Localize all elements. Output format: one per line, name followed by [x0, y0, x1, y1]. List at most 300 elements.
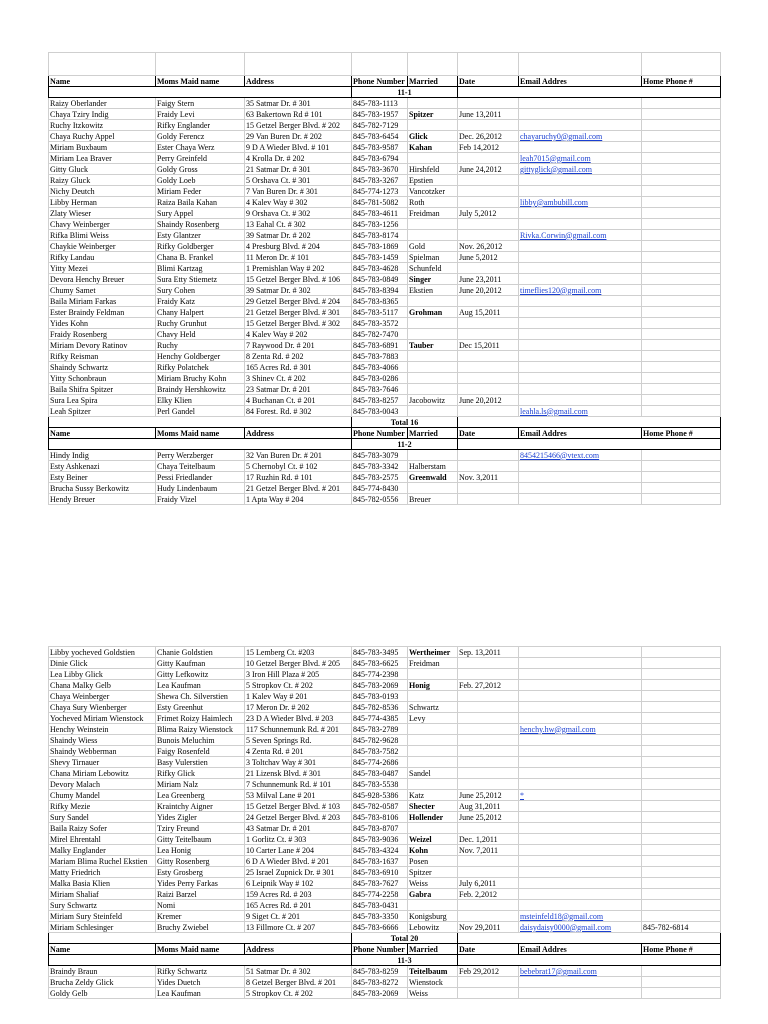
home-phone-cell: [642, 691, 721, 702]
email-cell: [519, 219, 642, 230]
email-cell: [519, 746, 642, 757]
home-phone-cell: [642, 845, 721, 856]
married-cell: Freidman: [408, 658, 458, 669]
home-phone-cell: [642, 395, 721, 406]
name-cell: Lea Libby Glick: [49, 669, 156, 680]
name-cell: Chaya Ruchy Appel: [49, 131, 156, 142]
email-cell: [519, 713, 642, 724]
married-cell: [408, 362, 458, 373]
table-row: [49, 724, 721, 735]
date-cell: Nov. 3,2011: [458, 472, 519, 483]
section-total: Total 20: [352, 933, 458, 944]
maiden-name-cell: Goldy Ferencz: [156, 131, 245, 142]
phone-cell: 845-783-7883: [352, 351, 408, 362]
name-cell: Chana Malky Gelb: [49, 680, 156, 691]
married-cell: Epstien: [408, 175, 458, 186]
date-cell: [458, 153, 519, 164]
email-cell: [519, 878, 642, 889]
label-spacer-cell: [458, 933, 721, 944]
maiden-name-cell: Kremer: [156, 911, 245, 922]
name-cell: Miriam Sury Steinfeld: [49, 911, 156, 922]
column-header: Name: [49, 76, 156, 87]
maiden-name-cell: Perry Werzberger: [156, 450, 245, 461]
address-cell: 11 Meron Dr. # 101: [245, 252, 352, 263]
address-cell: 29 Van Buren Dr. # 202: [245, 131, 352, 142]
address-cell: 53 Milval Lane # 201: [245, 790, 352, 801]
phone-cell: 845-783-9587: [352, 142, 408, 153]
maiden-name-cell: Sury Cohen: [156, 285, 245, 296]
phone-cell: 845-783-8272: [352, 977, 408, 988]
home-phone-cell: [642, 219, 721, 230]
table-row: [49, 680, 721, 691]
married-cell: [408, 450, 458, 461]
married-cell: Halberstam: [408, 461, 458, 472]
maiden-name-cell: Ruchy Grunhut: [156, 318, 245, 329]
married-cell: Tauber: [408, 340, 458, 351]
home-phone-cell: [642, 142, 721, 153]
married-cell: [408, 669, 458, 680]
maiden-name-cell: Shewa Ch. Silverstien: [156, 691, 245, 702]
maiden-name-cell: Gitty Teitelbaum: [156, 834, 245, 845]
married-cell: [408, 329, 458, 340]
married-cell: Hollender: [408, 812, 458, 823]
date-cell: [458, 373, 519, 384]
address-cell: 117 Schunnemunk Rd. # 201: [245, 724, 352, 735]
email-cell: [519, 208, 642, 219]
name-cell: Ruchy Itzkowitz: [49, 120, 156, 131]
column-header: Moms Maid name: [156, 944, 245, 955]
home-phone-cell: [642, 384, 721, 395]
phone-cell: 845-774-4385: [352, 713, 408, 724]
phone-cell: 845-783-8257: [352, 395, 408, 406]
phone-cell: 845-783-0286: [352, 373, 408, 384]
column-header: Date: [458, 944, 519, 955]
table-row: [49, 823, 721, 834]
maiden-name-cell: Basy Vulerstien: [156, 757, 245, 768]
home-phone-cell: [642, 856, 721, 867]
email-cell: [519, 307, 642, 318]
name-cell: Yides Kohn: [49, 318, 156, 329]
date-cell: Nov. 26,2012: [458, 241, 519, 252]
date-cell: June 13,2011: [458, 109, 519, 120]
home-phone-cell: [642, 757, 721, 768]
date-cell: [458, 988, 519, 999]
married-cell: [408, 735, 458, 746]
name-cell: Dinie Glick: [49, 658, 156, 669]
column-header: Moms Maid name: [156, 428, 245, 439]
maiden-name-cell: Perl Gandel: [156, 406, 245, 417]
phone-cell: 845-783-6794: [352, 153, 408, 164]
name-cell: Chaya Sury Wienberger: [49, 702, 156, 713]
email-cell[interactable]: bebebrat17@gmail.com: [519, 966, 642, 977]
home-phone-cell: [642, 450, 721, 461]
address-cell: 29 Getzel Berger Blvd. # 204: [245, 296, 352, 307]
spreadsheet-page-2: [48, 646, 721, 999]
table-row: [49, 142, 721, 153]
table-row: [49, 790, 721, 801]
maiden-name-cell: Rifky Goldberger: [156, 241, 245, 252]
address-cell: 4 Krolla Dr. # 202: [245, 153, 352, 164]
married-cell: [408, 351, 458, 362]
maiden-name-cell: Nomi: [156, 900, 245, 911]
date-cell: [458, 483, 519, 494]
table-row: [49, 208, 721, 219]
maiden-name-cell: Sura Etty Stiemetz: [156, 274, 245, 285]
home-phone-cell: [642, 900, 721, 911]
married-cell: [408, 724, 458, 735]
email-cell[interactable]: chayaruchy0@gmail.com: [519, 131, 642, 142]
married-cell: Wienstock: [408, 977, 458, 988]
table-row: [49, 658, 721, 669]
name-cell: Chana Miriam Lebowitz: [49, 768, 156, 779]
date-cell: [458, 219, 519, 230]
date-cell: July 6,2011: [458, 878, 519, 889]
header-row: [49, 428, 721, 439]
address-cell: 15 Getzel Berger Blvd. # 103: [245, 801, 352, 812]
name-cell: Brucha Sussy Berkowitz: [49, 483, 156, 494]
date-cell: [458, 351, 519, 362]
name-cell: Yocheved Miriam Wienstock: [49, 713, 156, 724]
header-row: [49, 944, 721, 955]
table-row: [49, 98, 721, 109]
blank-cell: [156, 53, 245, 76]
email-cell: [519, 856, 642, 867]
spreadsheet-page-1: [48, 52, 721, 505]
column-header: Married: [408, 76, 458, 87]
phone-cell: 845-783-1256: [352, 219, 408, 230]
email-cell: [519, 142, 642, 153]
phone-cell: 845-783-1113: [352, 98, 408, 109]
maiden-name-cell: Goldy Loeb: [156, 175, 245, 186]
table-row: [49, 263, 721, 274]
date-cell: [458, 669, 519, 680]
date-cell: Aug 31,2011: [458, 801, 519, 812]
married-cell: [408, 98, 458, 109]
married-cell: Posen: [408, 856, 458, 867]
phone-cell: 845-781-5082: [352, 197, 408, 208]
date-cell: [458, 900, 519, 911]
maiden-name-cell: Yides Zigler: [156, 812, 245, 823]
home-phone-cell: [642, 208, 721, 219]
column-header: Phone Number: [352, 428, 408, 439]
email-cell[interactable]: libby@ambubill.com: [519, 197, 642, 208]
email-cell[interactable]: leah7015@gmail.com: [519, 153, 642, 164]
address-cell: 159 Acres Rd. # 203: [245, 889, 352, 900]
maiden-name-cell: Shaindy Rosenberg: [156, 219, 245, 230]
table-row: [49, 911, 721, 922]
name-cell: Mariam Blima Ruchel Ekstien: [49, 856, 156, 867]
column-header: Address: [245, 76, 352, 87]
name-cell: Hindy Indig: [49, 450, 156, 461]
email-cell: [519, 186, 642, 197]
phone-cell: 845-783-3342: [352, 461, 408, 472]
date-cell: [458, 746, 519, 757]
married-cell: Jacobowitz: [408, 395, 458, 406]
section-label: 11-1: [352, 87, 458, 98]
phone-cell: 845-783-2789: [352, 724, 408, 735]
phone-cell: 845-783-9036: [352, 834, 408, 845]
address-cell: 32 Van Buren Dr. # 201: [245, 450, 352, 461]
date-cell: [458, 362, 519, 373]
address-cell: 23 D A Wieder Blvd. # 203: [245, 713, 352, 724]
phone-cell: 845-783-6454: [352, 131, 408, 142]
column-header: Phone Number: [352, 76, 408, 87]
name-cell: Malky Englander: [49, 845, 156, 856]
table-row: [49, 702, 721, 713]
maiden-name-cell: Gitty Rosenberg: [156, 856, 245, 867]
maiden-name-cell: Chaya Teitelbaum: [156, 461, 245, 472]
maiden-name-cell: Fraidy Katz: [156, 296, 245, 307]
name-cell: Sury Schwartz: [49, 900, 156, 911]
date-cell: [458, 186, 519, 197]
address-cell: 3 Shinev Ct. # 202: [245, 373, 352, 384]
email-cell[interactable]: *: [519, 790, 642, 801]
maiden-name-cell: Lea Honig: [156, 845, 245, 856]
email-cell: [519, 823, 642, 834]
phone-cell: 845-774-2398: [352, 669, 408, 680]
table-row: [49, 878, 721, 889]
maiden-name-cell: Miriam Nalz: [156, 779, 245, 790]
table-row: [49, 494, 721, 505]
married-cell: Roth: [408, 197, 458, 208]
date-cell: Aug 15,2011: [458, 307, 519, 318]
table-row: [49, 977, 721, 988]
address-cell: 24 Getzel Berger Blvd. # 203: [245, 812, 352, 823]
table-row: [49, 230, 721, 241]
date-cell: Feb 14,2012: [458, 142, 519, 153]
date-cell: [458, 757, 519, 768]
date-cell: [458, 724, 519, 735]
email-cell: [519, 834, 642, 845]
email-cell: [519, 647, 642, 658]
home-phone-cell: [642, 109, 721, 120]
married-cell: Weiss: [408, 988, 458, 999]
email-cell[interactable]: daisydaisy0000@gmail.com: [519, 922, 642, 933]
table-row: [49, 362, 721, 373]
address-cell: 165 Acres Rd. # 301: [245, 362, 352, 373]
married-cell: Honig: [408, 680, 458, 691]
home-phone-cell: [642, 977, 721, 988]
name-cell: Yitty Schonbraun: [49, 373, 156, 384]
name-cell: Chaya Tziry Indig: [49, 109, 156, 120]
phone-cell: 845-783-5117: [352, 307, 408, 318]
maiden-name-cell: Ruchy: [156, 340, 245, 351]
address-cell: 165 Acres Rd. # 201: [245, 900, 352, 911]
name-cell: Chaya Weinberger: [49, 691, 156, 702]
label-spacer-cell: [458, 417, 721, 428]
address-cell: 6 Leipnik Way # 102: [245, 878, 352, 889]
table-row: [49, 472, 721, 483]
table-row: [49, 845, 721, 856]
table-row: [49, 351, 721, 362]
email-cell: [519, 691, 642, 702]
name-cell: Hendy Breuer: [49, 494, 156, 505]
home-phone-cell: [642, 768, 721, 779]
date-cell: June 20,2012: [458, 285, 519, 296]
address-cell: 9 Siget Ct. # 201: [245, 911, 352, 922]
married-cell: Breuer: [408, 494, 458, 505]
home-phone-cell: [642, 790, 721, 801]
label-spacer-cell: [49, 87, 352, 98]
phone-cell: 845-783-8259: [352, 966, 408, 977]
table-row: [49, 922, 721, 933]
name-cell: Shevy Tirnauer: [49, 757, 156, 768]
phone-cell: 845-783-8174: [352, 230, 408, 241]
married-cell: Sandel: [408, 768, 458, 779]
email-cell[interactable]: Rivka.Corwin@gmail.com: [519, 230, 642, 241]
home-phone-cell: [642, 713, 721, 724]
blank-cell: [408, 53, 458, 76]
column-header: Moms Maid name: [156, 76, 245, 87]
date-cell: [458, 494, 519, 505]
name-cell: Leah Spitzer: [49, 406, 156, 417]
column-header: Name: [49, 944, 156, 955]
email-cell: [519, 120, 642, 131]
home-phone-cell: [642, 362, 721, 373]
name-cell: Ester Braindy Feldman: [49, 307, 156, 318]
phone-cell: 845-782-8536: [352, 702, 408, 713]
name-cell: Devora Henchy Breuer: [49, 274, 156, 285]
home-phone-cell: [642, 724, 721, 735]
phone-cell: 845-782-9628: [352, 735, 408, 746]
maiden-name-cell: Faigy Rosenfeld: [156, 746, 245, 757]
phone-cell: 845-783-4066: [352, 362, 408, 373]
date-cell: Nov 29,2011: [458, 922, 519, 933]
table-row: [49, 647, 721, 658]
home-phone-cell: [642, 120, 721, 131]
date-cell: [458, 263, 519, 274]
address-cell: 15 Lemberg Ct. #203: [245, 647, 352, 658]
email-cell[interactable]: msteinfeld18@gmail.com: [519, 911, 642, 922]
married-cell: [408, 153, 458, 164]
email-cell: [519, 351, 642, 362]
address-cell: 7 Schunnemunk Rd. # 101: [245, 779, 352, 790]
email-cell: [519, 483, 642, 494]
email-cell: [519, 768, 642, 779]
married-cell: [408, 779, 458, 790]
phone-cell: 845-783-3572: [352, 318, 408, 329]
column-header: Email Addres: [519, 76, 642, 87]
home-phone-cell: [642, 329, 721, 340]
home-phone-cell: [642, 197, 721, 208]
phone-cell: 845-783-0849: [352, 274, 408, 285]
maiden-name-cell: Rifky Polatchek: [156, 362, 245, 373]
maiden-name-cell: Faigy Stern: [156, 98, 245, 109]
table-row: [49, 406, 721, 417]
date-cell: Sep. 13,2011: [458, 647, 519, 658]
married-cell: [408, 373, 458, 384]
table-row: [49, 757, 721, 768]
name-cell: Miriam Lea Braver: [49, 153, 156, 164]
label-spacer-cell: [49, 933, 352, 944]
name-cell: Miriam Devory Ratinov: [49, 340, 156, 351]
phone-cell: 845-783-3670: [352, 164, 408, 175]
maiden-name-cell: Lea Kaufman: [156, 680, 245, 691]
email-cell[interactable]: 8454215466@vtext.com: [519, 450, 642, 461]
maiden-name-cell: Yides Perry Farkas: [156, 878, 245, 889]
column-header: Address: [245, 944, 352, 955]
address-cell: 1 Premishlan Way # 202: [245, 263, 352, 274]
address-cell: 15 Getzel Berger Blvd. # 202: [245, 120, 352, 131]
name-cell: Shaindy Schwartz: [49, 362, 156, 373]
phone-cell: 845-783-8106: [352, 812, 408, 823]
table-row: [49, 120, 721, 131]
date-cell: [458, 768, 519, 779]
email-cell: [519, 669, 642, 680]
home-phone-cell: [642, 779, 721, 790]
maiden-name-cell: Lea Kaufman: [156, 988, 245, 999]
column-header: Email Addres: [519, 428, 642, 439]
phone-cell: 845-783-5538: [352, 779, 408, 790]
address-cell: 35 Satmar Dr. # 301: [245, 98, 352, 109]
married-cell: Spielman: [408, 252, 458, 263]
email-cell[interactable]: leahla.ls@gmail.com: [519, 406, 642, 417]
address-cell: 51 Satmar Dr. # 302: [245, 966, 352, 977]
email-cell[interactable]: henchy.hw@gmail.com: [519, 724, 642, 735]
name-cell: Gitty Gluck: [49, 164, 156, 175]
address-cell: 84 Forest. Rd. # 302: [245, 406, 352, 417]
address-cell: 21 Getzel Berger Blvd. # 301: [245, 307, 352, 318]
table-row: [49, 318, 721, 329]
email-cell: [519, 658, 642, 669]
address-cell: 3 Toltchav Way # 301: [245, 757, 352, 768]
married-cell: Katz: [408, 790, 458, 801]
phone-cell: 845-782-7129: [352, 120, 408, 131]
married-cell: [408, 230, 458, 241]
phone-cell: 845-783-1957: [352, 109, 408, 120]
phone-cell: 845-783-4324: [352, 845, 408, 856]
home-phone-cell: [642, 988, 721, 999]
email-cell[interactable]: gittyglick@gmail.com: [519, 164, 642, 175]
date-cell: June 25,2012: [458, 790, 519, 801]
address-cell: 15 Getzel Berger Blvd. # 106: [245, 274, 352, 285]
name-cell: Libby yocheved Goldstien: [49, 647, 156, 658]
table-row: [49, 483, 721, 494]
name-cell: Chavy Weinberger: [49, 219, 156, 230]
table-row: [49, 109, 721, 120]
home-phone-cell: [642, 812, 721, 823]
maiden-name-cell: Chana B. Frankel: [156, 252, 245, 263]
maiden-name-cell: Frimet Roizy Haimlech: [156, 713, 245, 724]
email-cell: [519, 845, 642, 856]
phone-cell: 845-782-7470: [352, 329, 408, 340]
phone-cell: 845-783-1869: [352, 241, 408, 252]
date-cell: Feb. 27,2012: [458, 680, 519, 691]
date-cell: [458, 461, 519, 472]
date-cell: Nov. 7,2011: [458, 845, 519, 856]
blank-cell: [458, 53, 519, 76]
maiden-name-cell: Goldy Gross: [156, 164, 245, 175]
date-cell: [458, 98, 519, 109]
column-header: Phone Number: [352, 944, 408, 955]
maiden-name-cell: Chavy Held: [156, 329, 245, 340]
maiden-name-cell: Fraidy Vizel: [156, 494, 245, 505]
date-cell: [458, 175, 519, 186]
address-cell: 5 Seven Springs Rd.: [245, 735, 352, 746]
date-cell: Dec 15,2011: [458, 340, 519, 351]
address-cell: 8 Zenta Rd. # 202: [245, 351, 352, 362]
name-cell: Yitty Mezei: [49, 263, 156, 274]
date-cell: [458, 867, 519, 878]
maiden-name-cell: Gitty Kaufman: [156, 658, 245, 669]
email-cell: [519, 340, 642, 351]
phone-cell: 845-783-8394: [352, 285, 408, 296]
email-cell[interactable]: timeflies120@gmail.com: [519, 285, 642, 296]
date-cell: June 24,2012: [458, 164, 519, 175]
married-cell: [408, 120, 458, 131]
address-cell: 21 Getzel Berger Blvd. # 201: [245, 483, 352, 494]
phone-cell: 845-783-7582: [352, 746, 408, 757]
